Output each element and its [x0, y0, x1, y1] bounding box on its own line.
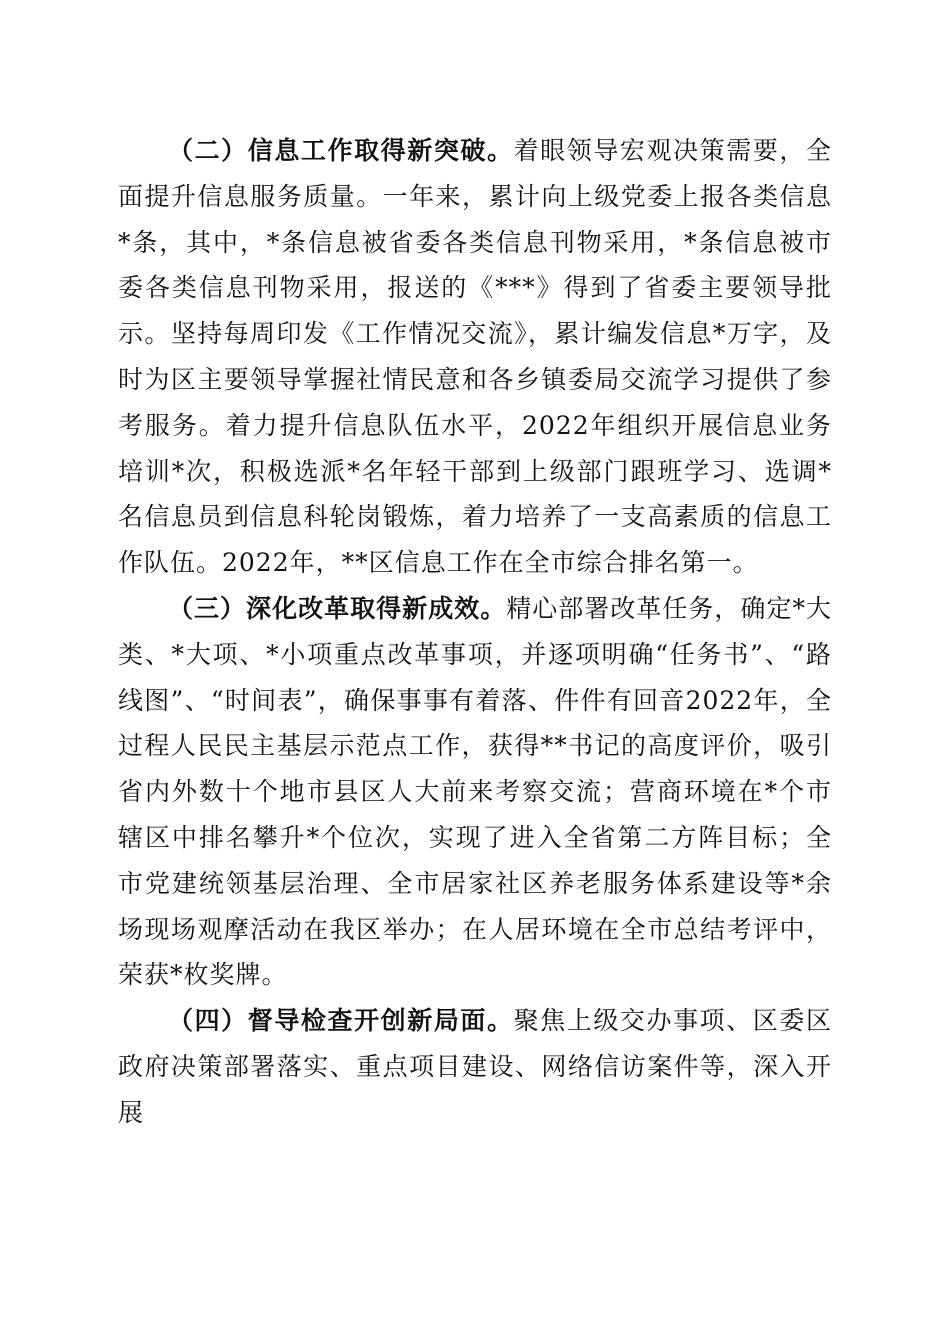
section-heading-reform: （三）深化改革取得新成效。 — [168, 593, 507, 623]
section-heading-supervision: （四）督导检查开创新局面。 — [168, 1006, 514, 1036]
paragraph-text-supervision: 聚焦上级交办事项、区委区政府决策部署落实、重点项目建设、网络信访案件等，深入开展 — [118, 1006, 832, 1127]
paragraph-text-information-work: 着眼领导宏观决策需要，全面提升信息服务质量。一年来，累计向上级党委上报各类信息*条，其中，*条信息被省委各类信息刊物采用，*条信息被市委各类信息刊物采用，报送的《***》得到了省委主要领导批示。坚持每周印发《工作情况交流》，累计编发信息*万字，及时为区主要领导掌握社情民意和各乡镇委局交流学习提供了参考服务。着力提升信息队伍水平，2022年组织开展信息业务培训*次，积极选派*名年轻干部到上级部门跟班学习、选调*名信息员到信息科轮岗锻炼，着力培养了一支高素质的信息工作队伍。2022年，**区信息工作在全市综合排名第一。 — [118, 136, 832, 578]
paragraph-information-work — [118, 128, 832, 586]
paragraph-supervision — [118, 998, 832, 1135]
paragraph-text-reform: 精心部署改革任务，确定*大类、*大项、*小项重点改革事项，并逐项明确“任务书”、“路线图”、“时间表”，确保事事有着落、件件有回音2022年，全过程人民民主基层示范点工作，获得**书记的高度评价，吸引省内外数十个地市县区人大前来考察交流；营商环境在*个市辖区中排名攀升*个位次，实现了进入全省第二方阵目标；全市党建统领基层治理、全市居家社区养老服务体系建设等*余场现场观摩活动在我区举办；在人居环境在全市总结考评中，荣获*枚奖牌。 — [118, 593, 832, 990]
document-body — [118, 128, 832, 1136]
paragraph-reform — [118, 586, 832, 998]
section-heading-information-work: （二）信息工作取得新突破。 — [168, 136, 514, 165]
